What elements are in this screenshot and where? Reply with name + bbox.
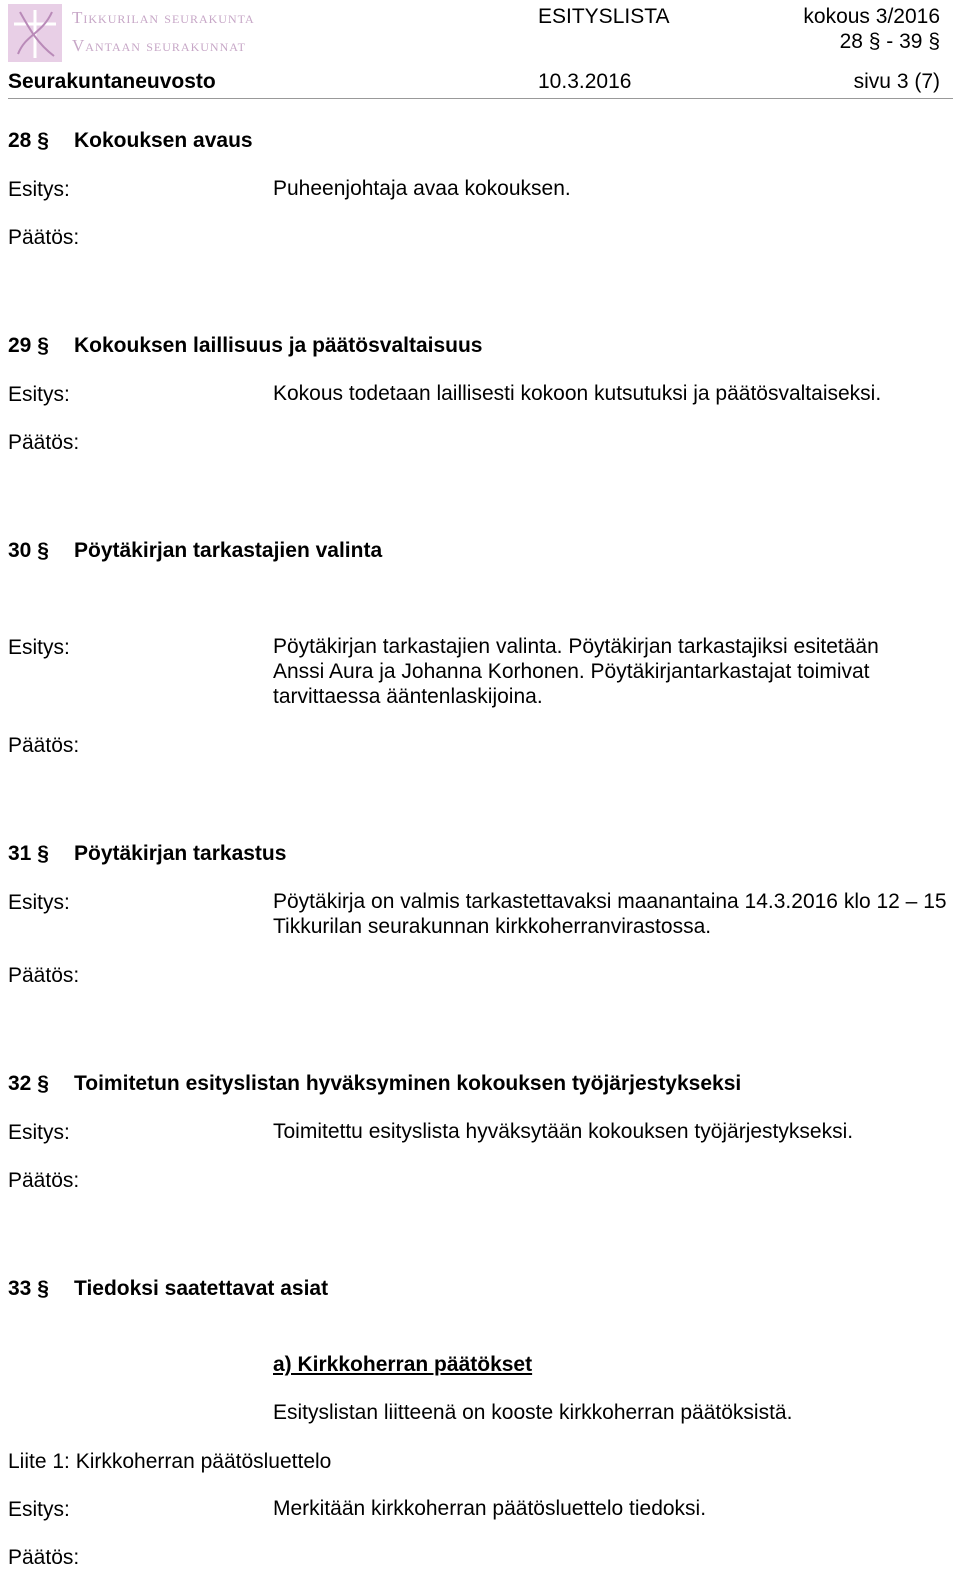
doc-type: ESITYSLISTA bbox=[538, 5, 670, 28]
section-title: Kokouksen avaus bbox=[74, 129, 253, 152]
org-name-line2: Vantaan seurakunnat bbox=[72, 36, 246, 55]
esitys-label: Esitys: bbox=[8, 891, 70, 914]
section-range: 28 § - 39 § bbox=[839, 30, 940, 53]
subsection-heading: a) Kirkkoherran päätökset bbox=[273, 1353, 533, 1376]
esitys-label: Esitys: bbox=[8, 383, 70, 406]
paatos-label: Päätös: bbox=[8, 964, 80, 987]
esitys-text: Puheenjohtaja avaa kokouksen. bbox=[273, 177, 571, 200]
esitys-label: Esitys: bbox=[8, 1121, 70, 1144]
paatos-label: Päätös: bbox=[8, 226, 80, 249]
org-name-line1: Tikkurilan seurakunta bbox=[72, 8, 255, 27]
attachment-reference: Liite 1: Kirkkoherran päätösluettelo bbox=[8, 1450, 332, 1473]
section-number: 28 § bbox=[8, 129, 49, 152]
section-title: Toimitetun esityslistan hyväksyminen kokouksen työjärjestykseksi bbox=[74, 1072, 742, 1095]
parish-logo bbox=[8, 4, 62, 62]
esitys-label: Esitys: bbox=[8, 636, 70, 659]
esitys-text: Toimitettu esityslista hyväksytään kokouksen työjärjestykseksi. bbox=[273, 1120, 854, 1143]
esitys-text: Pöytäkirjan tarkastajien valinta. Pöytäkirjan tarkastajiksi esitetään Anssi Aura ja Johanna Korhonen. Pöytäkirjantarkastajat toimivat tarvittaessa ääntenlaskijoina. bbox=[273, 635, 879, 708]
esitys-label: Esitys: bbox=[8, 178, 70, 201]
esitys-text: Pöytäkirja on valmis tarkastettavaksi maanantaina 14.3.2016 klo 12 – 15 Tikkurilan seurakunnan kirkkoherranvirastossa. bbox=[273, 890, 947, 938]
section-number: 29 § bbox=[8, 334, 49, 357]
meeting-number: kokous 3/2016 bbox=[803, 5, 940, 28]
page-number: sivu 3 (7) bbox=[853, 70, 940, 93]
paatos-label: Päätös: bbox=[8, 431, 80, 454]
section-number: 33 § bbox=[8, 1277, 49, 1300]
paatos-label: Päätös: bbox=[8, 734, 80, 757]
section-number: 32 § bbox=[8, 1072, 49, 1095]
paatos-label: Päätös: bbox=[8, 1169, 80, 1192]
esitys-label: Esitys: bbox=[8, 1498, 70, 1521]
meeting-date: 10.3.2016 bbox=[538, 70, 632, 93]
header-divider bbox=[8, 98, 953, 99]
section-title: Kokouksen laillisuus ja päätösvaltaisuus bbox=[74, 334, 483, 357]
section-title: Pöytäkirjan tarkastus bbox=[74, 842, 287, 865]
esitys-text: Merkitään kirkkoherran päätösluettelo tiedoksi. bbox=[273, 1497, 707, 1520]
section-title: Tiedoksi saatettavat asiat bbox=[74, 1277, 329, 1300]
subsection-intro: Esityslistan liitteenä on kooste kirkkoherran päätöksistä. bbox=[273, 1401, 793, 1424]
governing-body: Seurakuntaneuvosto bbox=[8, 70, 216, 93]
section-number: 31 § bbox=[8, 842, 49, 865]
paatos-label: Päätös: bbox=[8, 1546, 80, 1569]
section-number: 30 § bbox=[8, 539, 49, 562]
section-title: Pöytäkirjan tarkastajien valinta bbox=[74, 539, 383, 562]
esitys-text: Kokous todetaan laillisesti kokoon kutsutuksi ja päätösvaltaiseksi. bbox=[273, 382, 882, 405]
